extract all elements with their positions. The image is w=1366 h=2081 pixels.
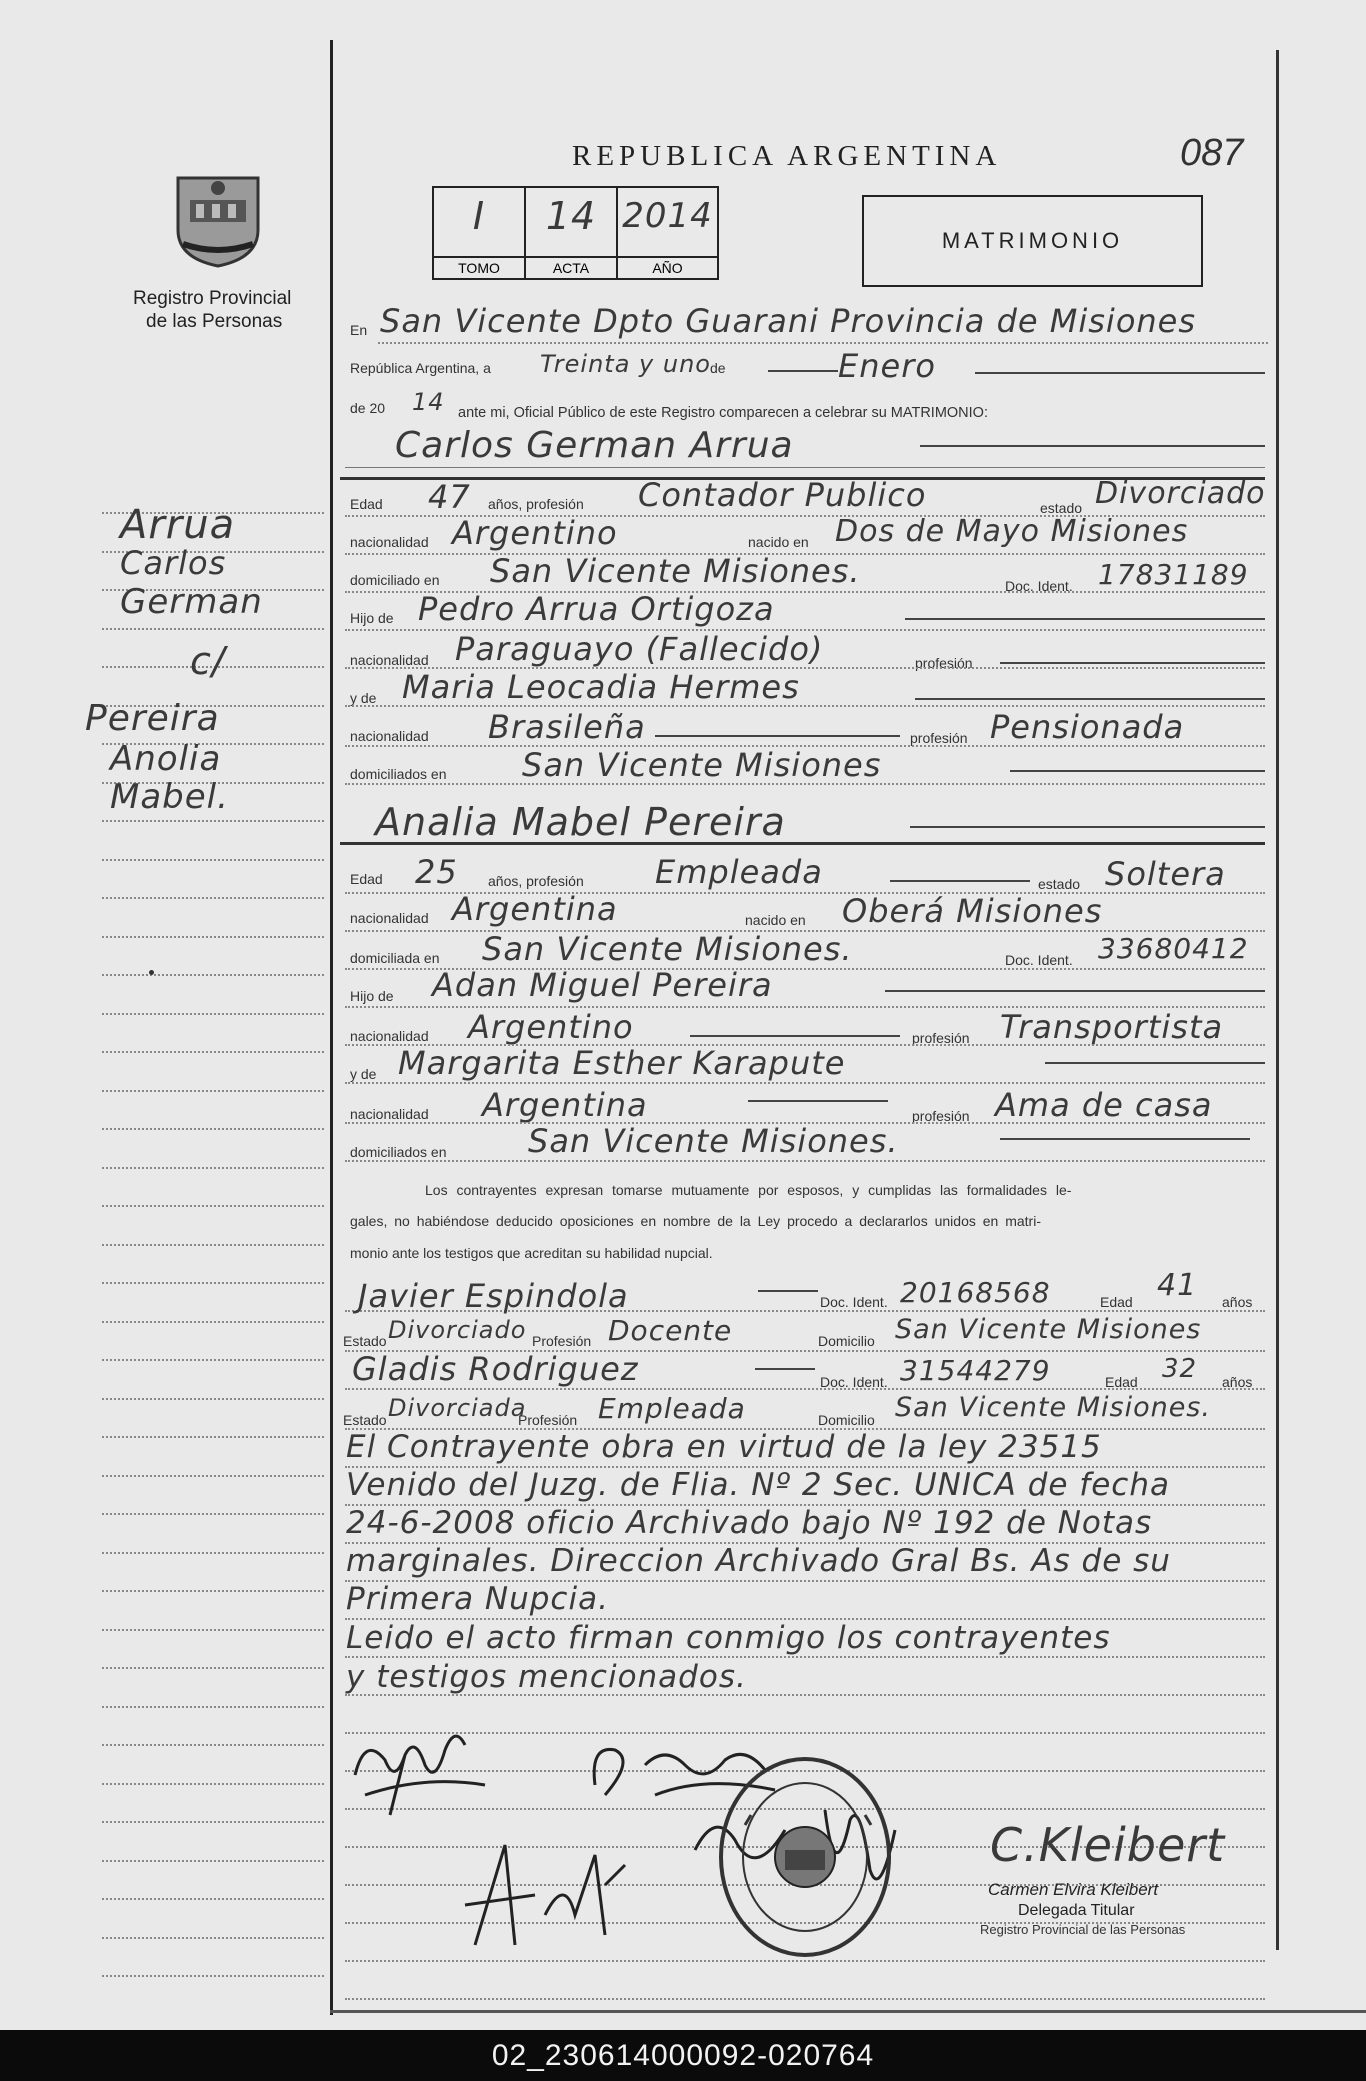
margin-line: Arrua (120, 502, 236, 548)
note-line: Primera Nupcia. (346, 1581, 609, 1617)
form-dotted-line (345, 892, 1265, 894)
matrimonio-box (862, 195, 1203, 287)
tomo-label: TOMO (434, 256, 524, 278)
registry-name-2: de las Personas (146, 311, 283, 332)
witness-2-profesion-label: Profesión (518, 1412, 578, 1428)
groom-nacionalidad: Argentino (452, 514, 618, 552)
margin-dotted-line (102, 859, 324, 861)
month-value: Enero (838, 347, 936, 385)
margin-dotted-line (102, 1398, 324, 1400)
margin-dotted-line (102, 1667, 324, 1669)
separator-line (340, 842, 1265, 845)
bride-profesion: Empleada (655, 853, 823, 891)
groom-yde-label: y de (350, 690, 377, 706)
note-line: y testigos mencionados. (346, 1659, 747, 1695)
tomo-cell (434, 188, 526, 278)
declaration-line-3: monio ante los testigos que acreditan su habilidad nupcial. (350, 1245, 713, 1261)
bride-yde-label: y de (350, 1066, 377, 1082)
bottom-border-line (330, 2010, 1366, 2013)
form-dotted-line (345, 1082, 1265, 1084)
dash (1000, 1138, 1250, 1140)
bride-estado-label: estado (1038, 876, 1081, 892)
republica-label: República Argentina, a (350, 360, 491, 376)
groom-domicilio: San Vicente Misiones. (490, 552, 861, 590)
official-title: Delegada Titular (1018, 1902, 1135, 1919)
matrimonio-title: MATRIMONIO (941, 228, 1124, 253)
groom-domiciliados-label: domiciliados en (350, 766, 447, 782)
witness-1-anos-label: años (1222, 1294, 1253, 1310)
bride-domiciliados-label: domiciliados en (350, 1144, 447, 1160)
bride-doc-label: Doc. Ident. (1005, 952, 1073, 968)
witness-2-estado-label: Estado (343, 1412, 387, 1428)
margin-line: c/ (190, 639, 226, 683)
declaration-line-2: gales, no habiéndose deducido oposiciones en nombre de la Ley procedo a declararlos unidos en matri- (350, 1213, 1041, 1229)
margin-dotted-line (102, 1860, 324, 1862)
note-line: marginales. Direccion Archivado Gral Bs. As de su (346, 1543, 1171, 1579)
bride-padres-dom: San Vicente Misiones. (528, 1122, 899, 1160)
witness-1-domicilio-label: Domicilio (818, 1333, 875, 1349)
witness-1-doc: 20168568 (900, 1276, 1051, 1309)
dash (345, 467, 1265, 468)
form-dotted-line (345, 968, 1265, 970)
folio-number: 087 (1180, 132, 1244, 174)
note-line: El Contrayente obra en virtud de la ley 23515 (346, 1429, 1102, 1465)
margin-dotted-line (102, 897, 324, 899)
form-dotted-line (345, 553, 1265, 555)
note-line: 24-6-2008 oficio Archivado bajo Nº 192 de Notas (346, 1505, 1153, 1541)
groom-padre-nac: Paraguayo (Fallecido) (455, 630, 824, 668)
groom-profesion: Contador Publico (638, 476, 927, 514)
bride-doc: 33680412 (1098, 932, 1249, 965)
witness-1-edad-label: Edad (1100, 1294, 1133, 1310)
declaration-line-1: Los contrayentes expresan tomarse mutuamente por esposos, y cumplidas las formalidades le- (425, 1182, 1072, 1198)
margin-dotted-line (102, 1590, 324, 1592)
margin-dotted-line (102, 1513, 324, 1515)
dash (975, 372, 1265, 374)
dash (758, 1290, 818, 1292)
margin-dotted-line (102, 820, 324, 822)
bride-nacido-label: nacido en (745, 912, 806, 928)
dash (748, 1100, 888, 1102)
right-border-line (1276, 50, 1279, 1950)
margin-mark (149, 970, 154, 975)
acta-cell (526, 188, 618, 278)
form-dotted-line (345, 745, 1265, 747)
margin-dotted-line (102, 1937, 324, 1939)
form-dotted-line (345, 1122, 1265, 1124)
official-signature: C.Kleibert (990, 1818, 1226, 1872)
form-dotted-line (345, 783, 1265, 785)
bride-nacido: Oberá Misiones (842, 892, 1103, 930)
groom-padre: Pedro Arrua Ortigoza (418, 590, 775, 628)
form-dotted-line (345, 1006, 1265, 1008)
bride-anos-label: años, profesión (488, 873, 584, 889)
dash (1000, 662, 1265, 664)
margin-dotted-line (102, 936, 324, 938)
form-dotted-line (345, 930, 1265, 932)
bride-nacionalidad: Argentina (452, 890, 618, 928)
dash (915, 698, 1265, 700)
witness-2-doc: 31544279 (900, 1354, 1051, 1387)
margin-dotted-line (102, 1244, 324, 1246)
anio-cell (618, 188, 717, 278)
margin-dotted-line (102, 1783, 324, 1785)
groom-anos-label: años, profesión (488, 496, 584, 512)
place-value: San Vicente Dpto Guarani Provincia de Misiones (380, 302, 1197, 340)
en-label: En (350, 322, 368, 338)
scan-filename: 02_230614000092-020764 (491, 2039, 875, 2072)
official-office: Registro Provincial de las Personas (980, 1922, 1186, 1937)
bride-madre-prof-label: profesión (912, 1108, 970, 1124)
groom-doc-label: Doc. Ident. (1005, 578, 1073, 594)
groom-hijo-label: Hijo de (350, 610, 394, 626)
dash (755, 1368, 815, 1370)
groom-full-name: Carlos German Arrua (395, 425, 794, 466)
ante-text: ante mi, Oficial Público de este Registro comparecen a celebrar su MATRIMONIO: (458, 405, 988, 421)
groom-estado-label: estado (1040, 500, 1083, 516)
groom-nacido-label: nacido en (748, 534, 809, 550)
margin-dotted-line (102, 1821, 324, 1823)
dotted-line (378, 342, 1268, 344)
groom-madre-prof: Pensionada (990, 708, 1185, 746)
dash (920, 445, 1265, 447)
day-value: Treinta y uno (540, 350, 711, 378)
form-dotted-line (345, 1960, 1265, 1962)
form-dotted-line (345, 1160, 1265, 1162)
dash (1010, 770, 1265, 772)
acta-label: ACTA (526, 256, 616, 278)
note-line: Leido el acto firman conmigo los contrayentes (346, 1620, 1111, 1656)
margin-notation (80, 502, 310, 817)
dash (655, 735, 900, 737)
witness-1-profesion: Docente (608, 1314, 733, 1347)
groom-edad: 47 (428, 478, 471, 516)
margin-dotted-line (102, 1128, 324, 1130)
bride-estado: Soltera (1105, 855, 1226, 893)
margin-dotted-line (102, 1167, 324, 1169)
margin-line: Carlos (120, 544, 227, 582)
bride-padre-prof: Transportista (1000, 1008, 1224, 1046)
witness-2-domicilio: San Vicente Misiones. (895, 1392, 1211, 1423)
note-line: Venido del Juzg. de Flia. Nº 2 Sec. UNICA de fecha (346, 1467, 1170, 1503)
left-border-line (330, 40, 333, 2015)
witness-2-domicilio-label: Domicilio (818, 1412, 875, 1428)
anio-label: AÑO (618, 256, 717, 278)
margin-line: Mabel. (110, 777, 229, 817)
form-dotted-line (345, 629, 1265, 631)
groom-doc: 17831189 (1098, 558, 1249, 591)
groom-padres-dom: San Vicente Misiones (522, 746, 882, 784)
groom-domiciliado-label: domiciliado en (350, 572, 440, 588)
margin-dotted-line (102, 1359, 324, 1361)
de-label: de (710, 360, 726, 376)
witness-2-estado: Divorciada (388, 1394, 527, 1422)
margin-line: Pereira (85, 698, 220, 739)
witness-1-edad: 41 (1157, 1268, 1198, 1303)
bride-edad: 25 (415, 853, 458, 891)
registry-name: Registro Provincial (133, 288, 292, 309)
record-id-box (432, 186, 719, 280)
form-dotted-line (345, 1044, 1265, 1046)
margin-dotted-line (102, 1552, 324, 1554)
bride-madre-nac: Argentina (482, 1086, 648, 1124)
witness-1-doc-label: Doc. Ident. (820, 1294, 888, 1310)
country-heading: REPUBLICA ARGENTINA (572, 140, 1002, 172)
witness-1-estado: Divorciado (388, 1316, 527, 1344)
witness-2-edad-label: Edad (1105, 1374, 1138, 1390)
groom-nacionalidad-label: nacionalidad (350, 534, 429, 550)
margin-dotted-line (102, 1436, 324, 1438)
witness-1-estado-label: Estado (343, 1333, 387, 1349)
bride-madre: Margarita Esther Karapute (398, 1044, 846, 1082)
witness-2-name: Gladis Rodriguez (352, 1350, 639, 1388)
scan-filename-bar (0, 2030, 1366, 2081)
notes-block (346, 1428, 1266, 1696)
groom-padre-nac-label: nacionalidad (350, 652, 429, 668)
witness-1-name: Javier Espindola (358, 1277, 629, 1315)
margin-dotted-line (102, 1629, 324, 1631)
groom-signature (345, 1715, 495, 1825)
province-seal-icon (168, 170, 268, 270)
witness-2-doc-label: Doc. Ident. (820, 1374, 888, 1390)
margin-line: German (120, 582, 263, 622)
tomo-value: I (472, 194, 486, 238)
margin-dotted-line (102, 1475, 324, 1477)
bride-hijo-label: Hijo de (350, 988, 394, 1004)
margin-dotted-line (102, 1321, 324, 1323)
bride-nacionalidad-label: nacionalidad (350, 910, 429, 926)
form-dotted-line (345, 591, 1265, 593)
witness-1-signature (455, 1825, 655, 1955)
form-dotted-line (345, 667, 1265, 669)
margin-dotted-line (102, 1706, 324, 1708)
margin-dotted-line (102, 1898, 324, 1900)
groom-madre-nac: Brasileña (488, 708, 646, 746)
bride-madre-nac-label: nacionalidad (350, 1106, 429, 1122)
year-prefix: de 20 (350, 400, 386, 416)
official-name: Carmen Elvira Kleibert (988, 1880, 1159, 1899)
groom-madre: Maria Leocadia Hermes (402, 668, 800, 706)
groom-estado: Divorciado (1095, 476, 1266, 511)
form-dotted-line (345, 1998, 1265, 2000)
dash (768, 370, 838, 372)
acta-value: 14 (545, 194, 597, 238)
groom-nacido: Dos de Mayo Misiones (835, 514, 1189, 549)
witness-2-anos-label: años (1222, 1374, 1253, 1390)
dash (890, 880, 1030, 882)
bride-domicilio: San Vicente Misiones. (482, 930, 853, 968)
margin-dotted-line (102, 1744, 324, 1746)
margin-dotted-line (102, 974, 324, 976)
dash (690, 1035, 900, 1037)
groom-madre-prof-label: profesión (910, 730, 968, 746)
bride-edad-label: Edad (350, 871, 383, 887)
form-dotted-line (345, 515, 1265, 517)
margin-dotted-line (102, 1282, 324, 1284)
bride-padre-nac-label: nacionalidad (350, 1028, 429, 1044)
margin-dotted-line (102, 1013, 324, 1015)
groom-edad-label: Edad (350, 496, 383, 512)
witness-2-profesion: Empleada (598, 1392, 746, 1425)
anio-value: 2014 (622, 196, 713, 236)
bride-padre-prof-label: profesión (912, 1030, 970, 1046)
witness-1-profesion-label: Profesión (532, 1333, 592, 1349)
form-dotted-line (345, 705, 1265, 707)
year-suffix: 14 (412, 388, 445, 416)
bride-domiciliada-label: domiciliada en (350, 950, 440, 966)
margin-dotted-line (102, 1090, 324, 1092)
margin-dotted-line (102, 1975, 324, 1977)
bride-full-name: Analia Mabel Pereira (375, 800, 786, 844)
groom-madre-nac-label: nacionalidad (350, 728, 429, 744)
margin-line: Anolia (110, 739, 222, 779)
dash (910, 826, 1265, 828)
groom-padre-prof-label: profesión (915, 655, 973, 671)
dash (1045, 1062, 1265, 1064)
margin-dotted-line (102, 1205, 324, 1207)
witness-1-domicilio: San Vicente Misiones (895, 1314, 1202, 1345)
bride-padre-nac: Argentino (468, 1008, 634, 1046)
office-stamp (715, 1755, 895, 1960)
margin-dotted-line (102, 1051, 324, 1053)
bride-padre: Adan Miguel Pereira (432, 966, 773, 1004)
dash (905, 618, 1265, 620)
witness-2-edad: 32 (1162, 1354, 1198, 1384)
bride-madre-prof: Ama de casa (995, 1086, 1213, 1124)
dash (885, 990, 1265, 992)
